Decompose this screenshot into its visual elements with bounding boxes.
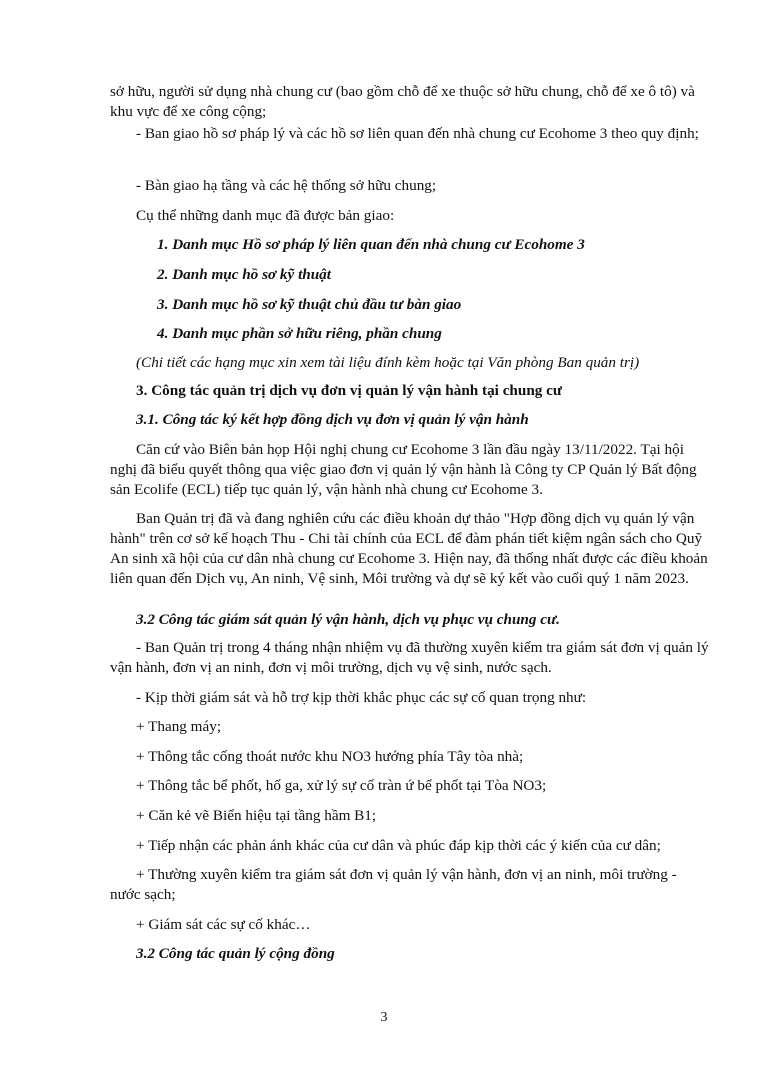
list-item: + Căn kẻ vẽ Biển hiệu tại tầng hầm B1; — [136, 807, 377, 824]
paragraph-handover-intro: Cụ thể những danh mục đã được bản giao: — [136, 207, 395, 224]
subsection-heading: 3.1. Công tác ký kết hợp đồng dịch vụ đơn vị quản lý vận hành — [136, 411, 529, 428]
handover-list-item: 1. Danh mục Hồ sơ pháp lý liên quan đến nhà chung cư Ecohome 3 — [157, 236, 585, 253]
list-item: + Thông tắc cống thoát nước khu NO3 hướng phía Tây tòa nhà; — [136, 748, 524, 765]
handover-list-item: 2. Danh mục hồ sơ kỹ thuật — [157, 266, 331, 283]
list-item: - Kịp thời giám sát và hỗ trợ kịp thời khắc phục các sự cố quan trọng như: — [136, 689, 587, 706]
subsection-heading: 3.2 Công tác quản lý cộng đồng — [136, 945, 335, 962]
page-number: 3 — [380, 1010, 388, 1025]
list-item: + Thường xuyên kiểm tra giám sát đơn vị quản lý vận hành, đơn vị an ninh, môi trường - nước sạch; — [110, 866, 677, 903]
list-item: + Giám sát các sự cố khác… — [136, 916, 311, 933]
list-item: + Thông tắc bể phốt, hố ga, xử lý sự cố tràn ứ bể phốt tại Tòa NO3; — [136, 777, 547, 794]
paragraph-parking: sở hữu, người sử dụng nhà chung cư (bao gồm chỗ để xe thuộc sở hữu chung, chỗ để xe ô tô) và khu vực để xe công cộng; — [110, 83, 695, 120]
paragraph-infrastructure: - Bàn giao hạ tầng và các hệ thống sở hữu chung; — [136, 177, 437, 194]
section-heading: 3. Công tác quản trị dịch vụ đơn vị quản lý vận hành tại chung cư — [136, 382, 563, 399]
list-note: (Chi tiết các hạng mục xin xem tài liệu đính kèm hoặc tại Văn phòng Ban quản trị) — [136, 354, 640, 371]
subsection-heading: 3.2 Công tác giám sát quản lý vận hành, dịch vụ phục vụ chung cư. — [136, 611, 560, 628]
handover-list-item: 4. Danh mục phần sở hữu riêng, phần chung — [157, 325, 442, 342]
handover-list-item: 3. Danh mục hồ sơ kỹ thuật chủ đầu tư bàn giao — [157, 296, 462, 313]
list-item: + Tiếp nhận các phản ánh khác của cư dân và phúc đáp kịp thời các ý kiến của cư dân; — [136, 837, 661, 854]
list-item: + Thang máy; — [136, 718, 222, 735]
paragraph-contract: Ban Quản trị đã và đang nghiên cứu các điều khoản dự thảo "Hợp đồng dịch vụ quản lý vận hành" trên cơ sở kế hoạch Thu - Chi tài chính của ECL để đàm phán tiết kiệm ngân sách cho Quỹ An sinh xã hội của cư dân nhà chung cư Ecohome 3. Hiện nay, đã thống nhất được các điều khoản liên quan đến Dịch vụ, An ninh, Vệ sinh, Môi trường và dự sẽ ký kết vào cuối quý 1 năm 2023. — [110, 510, 708, 587]
paragraph-meeting: Căn cứ vào Biên bản họp Hội nghị chung cư Ecohome 3 lần đầu ngày 13/11/2022. Tại hội nghị đã biểu quyết thông qua việc giao đơn vị quản lý vận hành là Công ty CP Quản lý Bất động sản Ecolife (ECL) tiếp tục quản lý, vận hành nhà chung cư Ecohome 3. — [110, 441, 697, 498]
paragraph-legal-docs: - Ban giao hồ sơ pháp lý và các hồ sơ liên quan đến nhà chung cư Ecohome 3 theo quy định; — [136, 125, 699, 142]
list-item: - Ban Quản trị trong 4 tháng nhận nhiệm vụ đã thường xuyên kiểm tra giám sát đơn vị quản lý vận hành, đơn vị an ninh, đơn vị môi trường, dịch vụ vệ sinh, nước sạch. — [110, 639, 709, 676]
